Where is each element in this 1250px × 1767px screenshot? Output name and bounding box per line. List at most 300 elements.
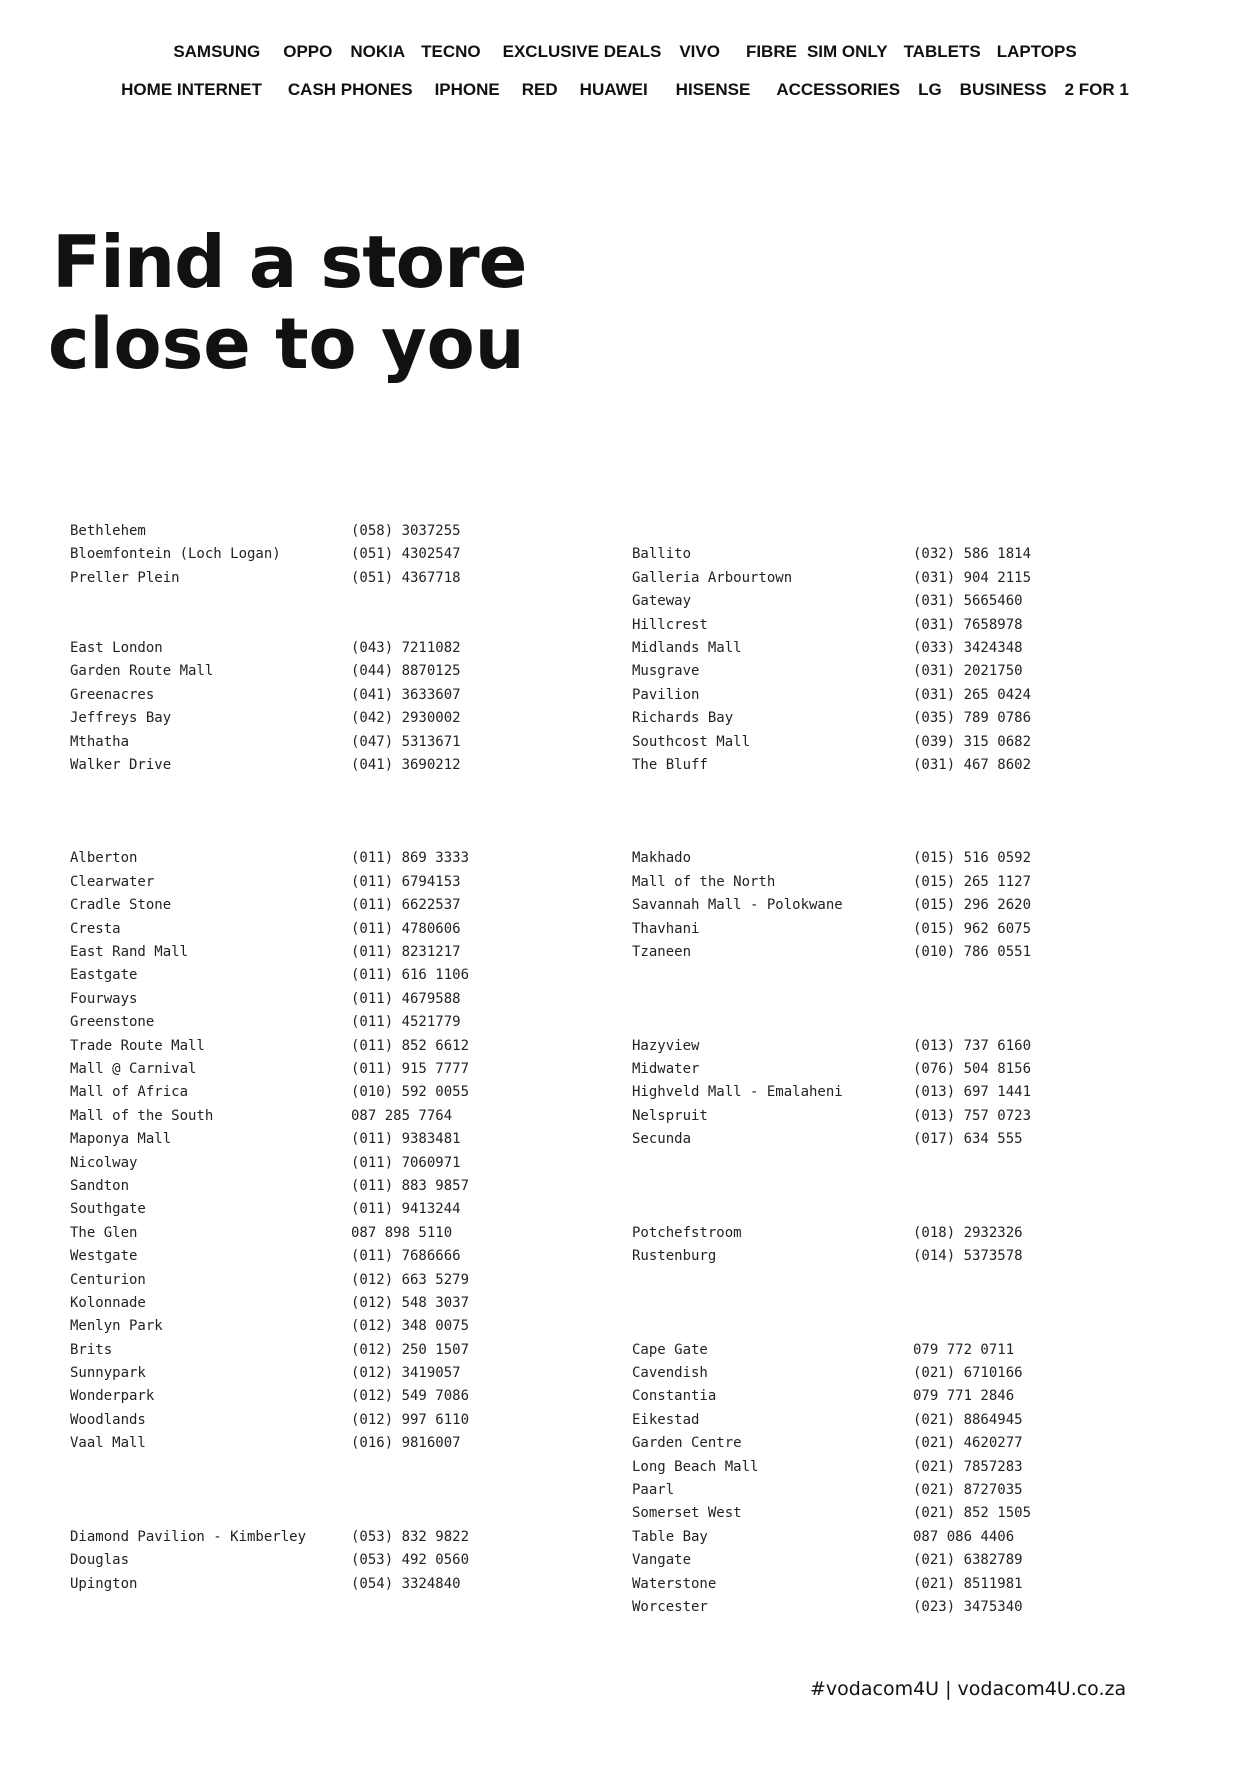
store-name bbox=[632, 1198, 913, 1221]
store-row bbox=[70, 1339, 571, 1362]
store-phone[interactable]: (031) 5665460 bbox=[913, 593, 1023, 610]
store-name: Mall of the South bbox=[70, 1107, 214, 1124]
store-row-spacer bbox=[632, 801, 1133, 824]
store-phone[interactable]: (053) 832 9822 bbox=[351, 1528, 470, 1545]
store-row bbox=[70, 1035, 571, 1058]
store-row bbox=[70, 567, 571, 590]
store-phone[interactable]: (011) 915 7777 bbox=[351, 1060, 470, 1077]
store-row-spacer bbox=[632, 1292, 1133, 1315]
store-phone[interactable]: (011) 4679588 bbox=[351, 990, 461, 1007]
store-phone[interactable]: (015) 516 0592 bbox=[913, 850, 1032, 867]
store-name: Fourways bbox=[70, 990, 138, 1007]
store-name: Waterstone bbox=[632, 1575, 717, 1592]
store-name: Brits bbox=[70, 1341, 113, 1358]
store-name: Mthatha bbox=[70, 733, 130, 750]
store-name bbox=[632, 824, 913, 847]
nav-link-tecno[interactable]: TECNO bbox=[421, 42, 481, 61]
nav-link-sim-only[interactable]: SIM ONLY bbox=[806, 42, 888, 61]
store-phone[interactable]: (011) 869 3333 bbox=[351, 850, 470, 867]
nav-link-tablets[interactable]: TABLETS bbox=[903, 42, 981, 61]
store-phone[interactable]: (011) 9383481 bbox=[351, 1131, 461, 1148]
store-row bbox=[70, 1222, 571, 1245]
store-phone[interactable] bbox=[913, 777, 1133, 800]
store-name bbox=[70, 824, 351, 847]
store-row bbox=[632, 1222, 1133, 1245]
store-name: Diamond Pavilion - Kimberley bbox=[70, 1528, 307, 1545]
store-phone[interactable]: (021) 852 1505 bbox=[913, 1505, 1032, 1522]
store-name: The Bluff bbox=[632, 756, 708, 773]
store-row bbox=[70, 1152, 571, 1175]
store-name: Walker Drive bbox=[70, 756, 172, 773]
store-phone[interactable]: (021) 4620277 bbox=[913, 1435, 1023, 1452]
store-phone[interactable] bbox=[351, 777, 571, 800]
store-name: Eikestad bbox=[632, 1411, 700, 1428]
store-name: Midlands Mall bbox=[632, 639, 742, 656]
store-name: Kolonnade bbox=[70, 1294, 146, 1311]
store-phone[interactable]: (044) 8870125 bbox=[351, 663, 461, 680]
store-row bbox=[632, 1385, 1133, 1408]
store-name: Somerset West bbox=[632, 1505, 742, 1522]
store-name: Cavendish bbox=[632, 1365, 708, 1382]
store-phone[interactable]: (011) 4780606 bbox=[351, 920, 461, 937]
store-name: Eastgate bbox=[70, 967, 138, 984]
nav-link-vivo[interactable]: VIVO bbox=[679, 42, 720, 61]
store-name: Hillcrest bbox=[632, 616, 708, 633]
store-name bbox=[632, 1315, 913, 1338]
store-name: Vangate bbox=[632, 1552, 692, 1569]
store-row bbox=[632, 543, 1133, 566]
store-row bbox=[70, 988, 571, 1011]
store-name bbox=[632, 1152, 913, 1175]
store-name: Nicolway bbox=[70, 1154, 138, 1171]
store-row bbox=[70, 871, 571, 894]
store-phone[interactable]: (012) 348 0075 bbox=[351, 1318, 470, 1335]
store-row bbox=[632, 1339, 1133, 1362]
store-phone[interactable] bbox=[913, 1269, 1133, 1292]
store-phone[interactable]: (021) 8727035 bbox=[913, 1482, 1023, 1499]
store-row bbox=[632, 1526, 1133, 1549]
store-name: Makhado bbox=[632, 850, 692, 867]
store-row bbox=[70, 1081, 571, 1104]
store-row-spacer bbox=[632, 1315, 1133, 1338]
store-name bbox=[70, 801, 351, 824]
store-row bbox=[70, 1292, 571, 1315]
store-phone[interactable]: (011) 883 9857 bbox=[351, 1177, 470, 1194]
store-phone[interactable]: (051) 4302547 bbox=[351, 546, 461, 563]
store-name: Pavilion bbox=[632, 686, 700, 703]
category-nav-row-1 bbox=[0, 42, 1250, 62]
store-row bbox=[70, 1526, 571, 1549]
store-row bbox=[70, 894, 571, 917]
store-name: Upington bbox=[70, 1575, 138, 1592]
page-subtitle: close to you bbox=[48, 303, 525, 385]
store-name: Menlyn Park bbox=[70, 1318, 163, 1335]
store-phone[interactable]: (041) 3690212 bbox=[351, 756, 461, 773]
store-row bbox=[632, 637, 1133, 660]
store-name bbox=[632, 801, 913, 824]
store-phone[interactable] bbox=[351, 1502, 571, 1525]
store-name: East London bbox=[70, 639, 163, 656]
store-row bbox=[70, 1549, 571, 1572]
nav-link-huawei[interactable]: HUAWEI bbox=[579, 80, 648, 99]
store-phone[interactable]: (035) 789 0786 bbox=[913, 710, 1032, 727]
store-row bbox=[70, 918, 571, 941]
store-row bbox=[632, 918, 1133, 941]
store-name: Mall of the North bbox=[632, 873, 776, 890]
store-row bbox=[70, 1432, 571, 1455]
store-row bbox=[632, 660, 1133, 683]
store-phone[interactable]: (015) 265 1127 bbox=[913, 873, 1032, 890]
store-name: Greenstone bbox=[70, 1014, 155, 1031]
store-row bbox=[632, 1479, 1133, 1502]
store-phone[interactable] bbox=[351, 590, 571, 613]
store-row bbox=[632, 1596, 1133, 1619]
store-row bbox=[70, 1198, 571, 1221]
store-row bbox=[632, 590, 1133, 613]
store-row bbox=[70, 731, 571, 754]
store-row-spacer bbox=[632, 1011, 1133, 1034]
store-phone[interactable]: 087 285 7764 bbox=[351, 1107, 453, 1124]
store-phone[interactable] bbox=[913, 964, 1133, 987]
store-phone[interactable]: (054) 3324840 bbox=[351, 1575, 461, 1592]
store-name: Mall of Africa bbox=[70, 1084, 189, 1101]
store-phone[interactable]: (011) 6622537 bbox=[351, 897, 461, 914]
store-row-spacer bbox=[632, 1152, 1133, 1175]
store-phone[interactable]: (010) 786 0551 bbox=[913, 944, 1032, 961]
store-phone[interactable]: (016) 9816007 bbox=[351, 1435, 461, 1452]
store-phone[interactable]: (014) 5373578 bbox=[913, 1248, 1023, 1265]
store-name: Musgrave bbox=[632, 663, 700, 680]
store-row bbox=[632, 731, 1133, 754]
store-phone[interactable]: (013) 757 0723 bbox=[913, 1107, 1032, 1124]
footer-hashtag-url: #vodacom4U | vodacom4U.co.za bbox=[810, 1678, 1127, 1700]
store-phone[interactable] bbox=[351, 801, 571, 824]
store-phone[interactable]: (021) 6710166 bbox=[913, 1365, 1023, 1382]
store-name: Bethlehem bbox=[70, 523, 146, 539]
nav-link-iphone[interactable]: IPHONE bbox=[434, 80, 500, 99]
store-row bbox=[632, 1456, 1133, 1479]
store-phone[interactable]: (011) 6794153 bbox=[351, 873, 461, 890]
store-name: Savannah Mall - Polokwane bbox=[632, 897, 843, 914]
nav-link-red[interactable]: RED bbox=[521, 80, 558, 99]
store-phone[interactable]: (021) 8864945 bbox=[913, 1411, 1023, 1428]
store-name bbox=[632, 777, 913, 800]
store-row bbox=[632, 707, 1133, 730]
store-row-spacer bbox=[70, 824, 571, 847]
store-name: Alberton bbox=[70, 850, 138, 867]
store-row-spacer bbox=[70, 1502, 571, 1525]
nav-link-cash-phones[interactable]: CASH PHONES bbox=[287, 80, 413, 99]
store-phone[interactable]: (047) 5313671 bbox=[351, 733, 461, 750]
store-name: Cresta bbox=[70, 920, 121, 937]
nav-link-oppo[interactable]: OPPO bbox=[283, 42, 333, 61]
store-name: Garden Centre bbox=[632, 1435, 742, 1452]
store-phone[interactable]: (033) 3424348 bbox=[913, 639, 1023, 656]
store-row bbox=[70, 964, 571, 987]
store-phone[interactable]: (013) 737 6160 bbox=[913, 1037, 1032, 1054]
store-phone[interactable] bbox=[913, 1198, 1133, 1221]
nav-link-laptops[interactable]: LAPTOPS bbox=[996, 42, 1077, 61]
store-row bbox=[70, 543, 571, 566]
store-row bbox=[70, 1362, 571, 1385]
store-phone[interactable]: (076) 504 8156 bbox=[913, 1060, 1032, 1077]
store-phone[interactable]: (013) 697 1441 bbox=[913, 1084, 1032, 1101]
store-row-spacer bbox=[632, 824, 1133, 847]
store-phone[interactable]: (011) 4521779 bbox=[351, 1014, 461, 1031]
store-name bbox=[70, 777, 351, 800]
store-name bbox=[632, 1292, 913, 1315]
nav-link-nokia[interactable]: NOKIA bbox=[350, 42, 406, 61]
store-phone[interactable]: (031) 467 8602 bbox=[913, 756, 1032, 773]
store-row bbox=[70, 754, 571, 777]
store-phone[interactable]: (021) 6382789 bbox=[913, 1552, 1023, 1569]
store-phone[interactable]: (043) 7211082 bbox=[351, 639, 461, 656]
store-row bbox=[632, 1409, 1133, 1432]
store-row bbox=[632, 871, 1133, 894]
store-name: Vaal Mall bbox=[70, 1435, 146, 1452]
store-phone[interactable]: (012) 548 3037 bbox=[351, 1294, 470, 1311]
nav-link-hisense[interactable]: HISENSE bbox=[675, 80, 751, 99]
store-phone[interactable]: 079 772 0711 bbox=[913, 1341, 1015, 1358]
store-phone[interactable]: (042) 2930002 bbox=[351, 710, 461, 727]
store-name: Table Bay bbox=[632, 1528, 708, 1545]
store-phone[interactable]: (012) 663 5279 bbox=[351, 1271, 470, 1288]
store-row-spacer bbox=[70, 777, 571, 800]
store-row bbox=[632, 1245, 1133, 1268]
store-row bbox=[70, 1573, 571, 1596]
store-name bbox=[632, 1011, 913, 1034]
store-name: Hazyview bbox=[632, 1037, 700, 1054]
store-row bbox=[632, 1058, 1133, 1081]
store-phone[interactable]: (031) 7658978 bbox=[913, 616, 1023, 633]
category-nav-row-2 bbox=[0, 80, 1250, 100]
store-phone[interactable] bbox=[913, 988, 1133, 1011]
store-row bbox=[632, 1573, 1133, 1596]
store-row bbox=[70, 637, 571, 660]
store-name: Worcester bbox=[632, 1598, 708, 1615]
nav-link-business[interactable]: BUSINESS bbox=[959, 80, 1047, 99]
store-name: Douglas bbox=[70, 1552, 130, 1569]
store-list-left-column bbox=[70, 520, 571, 1596]
store-phone[interactable]: (015) 962 6075 bbox=[913, 920, 1032, 937]
store-phone[interactable]: (011) 8231217 bbox=[351, 944, 461, 961]
store-row bbox=[70, 1385, 571, 1408]
store-row-spacer bbox=[632, 1175, 1133, 1198]
store-name: Cradle Stone bbox=[70, 897, 172, 914]
store-row bbox=[632, 1128, 1133, 1151]
store-row-spacer bbox=[632, 1269, 1133, 1292]
store-phone[interactable]: (011) 9413244 bbox=[351, 1201, 461, 1218]
store-name: Galleria Arbourtown bbox=[632, 569, 793, 586]
store-name: Trade Route Mall bbox=[70, 1037, 205, 1054]
store-phone[interactable]: (011) 7686666 bbox=[351, 1248, 461, 1265]
store-phone[interactable]: (012) 549 7086 bbox=[351, 1388, 470, 1405]
store-row-spacer bbox=[632, 1198, 1133, 1221]
store-phone[interactable] bbox=[351, 824, 571, 847]
nav-link-exclusive-deals[interactable]: EXCLUSIVE DEALS bbox=[502, 42, 662, 61]
store-row-spacer bbox=[70, 590, 571, 613]
store-name: Westgate bbox=[70, 1248, 138, 1265]
store-name bbox=[70, 1456, 351, 1479]
store-phone[interactable]: (021) 8511981 bbox=[913, 1575, 1023, 1592]
store-phone[interactable]: (015) 296 2620 bbox=[913, 897, 1032, 914]
store-name: Greenacres bbox=[70, 686, 155, 703]
store-name: Richards Bay bbox=[632, 710, 734, 727]
nav-link-fibre[interactable]: FIBRE bbox=[745, 42, 797, 61]
store-name: Maponya Mall bbox=[70, 1131, 172, 1148]
store-name bbox=[70, 614, 351, 637]
store-name: Mall @ Carnival bbox=[70, 1060, 197, 1077]
store-phone[interactable]: (018) 2932326 bbox=[913, 1224, 1023, 1241]
store-phone[interactable] bbox=[913, 824, 1133, 847]
store-name: Centurion bbox=[70, 1271, 146, 1288]
store-phone[interactable]: (031) 904 2115 bbox=[913, 569, 1032, 586]
store-name: Constantia bbox=[632, 1388, 717, 1405]
store-phone[interactable]: (031) 265 0424 bbox=[913, 686, 1032, 703]
store-row bbox=[70, 1011, 571, 1034]
store-name: Cape Gate bbox=[632, 1341, 708, 1358]
store-name: Ballito bbox=[632, 546, 692, 563]
store-name: Sandton bbox=[70, 1177, 130, 1194]
store-row bbox=[70, 1245, 571, 1268]
store-phone[interactable]: (012) 3419057 bbox=[351, 1365, 461, 1382]
store-row bbox=[70, 1315, 571, 1338]
store-phone[interactable] bbox=[351, 1479, 571, 1502]
page-title: Find a store bbox=[52, 220, 527, 304]
store-name: Garden Route Mall bbox=[70, 663, 214, 680]
store-name: Southgate bbox=[70, 1201, 146, 1218]
store-name: Potchefstroom bbox=[632, 1224, 742, 1241]
store-phone[interactable]: (058) 3037255 bbox=[351, 523, 461, 539]
store-phone[interactable]: (011) 852 6612 bbox=[351, 1037, 470, 1054]
store-row bbox=[632, 1549, 1133, 1572]
store-name: Jeffreys Bay bbox=[70, 710, 172, 727]
store-name: Highveld Mall - Emalaheni bbox=[632, 1084, 843, 1101]
store-row bbox=[70, 1269, 571, 1292]
store-phone[interactable]: (031) 2021750 bbox=[913, 663, 1023, 680]
store-phone[interactable]: (011) 7060971 bbox=[351, 1154, 461, 1171]
store-name bbox=[70, 1502, 351, 1525]
store-phone[interactable]: (011) 616 1106 bbox=[351, 967, 470, 984]
store-row bbox=[70, 707, 571, 730]
store-name: Sunnypark bbox=[70, 1365, 146, 1382]
store-row-spacer bbox=[632, 520, 1133, 543]
store-name: Nelspruit bbox=[632, 1107, 708, 1124]
store-phone[interactable] bbox=[351, 614, 571, 637]
store-row-spacer bbox=[632, 777, 1133, 800]
store-row bbox=[632, 1432, 1133, 1455]
store-phone[interactable]: 087 086 4406 bbox=[913, 1528, 1015, 1545]
store-phone[interactable] bbox=[913, 801, 1133, 824]
nav-link-lg[interactable]: LG bbox=[918, 80, 942, 99]
nav-link-accessories[interactable]: ACCESSORIES bbox=[776, 80, 901, 99]
store-row-spacer bbox=[632, 988, 1133, 1011]
store-name: Clearwater bbox=[70, 873, 155, 890]
store-phone[interactable] bbox=[913, 520, 1133, 543]
store-phone[interactable]: (053) 492 0560 bbox=[351, 1552, 470, 1569]
store-row-spacer bbox=[70, 614, 571, 637]
store-row bbox=[70, 684, 571, 707]
store-phone[interactable]: 079 771 2846 bbox=[913, 1388, 1015, 1405]
store-row bbox=[632, 941, 1133, 964]
store-name: Tzaneen bbox=[632, 944, 692, 961]
store-name: Midwater bbox=[632, 1060, 700, 1077]
store-phone[interactable] bbox=[913, 1315, 1133, 1338]
store-row bbox=[632, 1105, 1133, 1128]
store-row bbox=[70, 660, 571, 683]
store-name bbox=[632, 1269, 913, 1292]
store-row bbox=[632, 1502, 1133, 1525]
store-name bbox=[632, 988, 913, 1011]
store-phone[interactable]: (032) 586 1814 bbox=[913, 546, 1032, 563]
store-name bbox=[632, 1175, 913, 1198]
store-row bbox=[632, 1081, 1133, 1104]
store-phone[interactable]: (041) 3633607 bbox=[351, 686, 461, 703]
store-name: Preller Plein bbox=[70, 569, 180, 586]
store-row bbox=[632, 1035, 1133, 1058]
nav-link-samsung[interactable]: SAMSUNG bbox=[173, 42, 261, 61]
store-phone[interactable]: 087 898 5110 bbox=[351, 1224, 453, 1241]
store-name: The Glen bbox=[70, 1224, 138, 1241]
store-row-spacer bbox=[70, 1479, 571, 1502]
store-name bbox=[632, 964, 913, 987]
store-row bbox=[632, 567, 1133, 590]
store-row bbox=[632, 754, 1133, 777]
store-row bbox=[632, 1362, 1133, 1385]
store-name: Rustenburg bbox=[632, 1248, 717, 1265]
store-row-spacer bbox=[70, 1456, 571, 1479]
store-name: Gateway bbox=[632, 593, 692, 610]
store-phone[interactable]: (017) 634 555 bbox=[913, 1131, 1023, 1148]
store-name: Paarl bbox=[632, 1482, 675, 1499]
store-list-right-column bbox=[632, 520, 1133, 1619]
store-phone[interactable]: (021) 7857283 bbox=[913, 1458, 1023, 1475]
store-name: Southcost Mall bbox=[632, 733, 751, 750]
store-phone[interactable] bbox=[351, 1456, 571, 1479]
store-phone[interactable] bbox=[913, 1175, 1133, 1198]
nav-link-2-for-1[interactable]: 2 FOR 1 bbox=[1064, 80, 1129, 99]
store-name: Bloemfontein (Loch Logan) bbox=[70, 546, 281, 563]
store-phone[interactable] bbox=[913, 1292, 1133, 1315]
store-name: Long Beach Mall bbox=[632, 1458, 759, 1475]
store-phone[interactable] bbox=[913, 1011, 1133, 1034]
store-phone[interactable]: (012) 997 6110 bbox=[351, 1411, 470, 1428]
store-phone[interactable]: (023) 3475340 bbox=[913, 1598, 1023, 1615]
store-name: East Rand Mall bbox=[70, 944, 189, 961]
store-row bbox=[70, 941, 571, 964]
store-phone[interactable]: (051) 4367718 bbox=[351, 569, 461, 586]
store-row bbox=[632, 894, 1133, 917]
store-name: Secunda bbox=[632, 1131, 692, 1148]
store-row bbox=[70, 1128, 571, 1151]
store-row bbox=[632, 684, 1133, 707]
store-name: Woodlands bbox=[70, 1411, 146, 1428]
store-phone[interactable]: (039) 315 0682 bbox=[913, 733, 1032, 750]
store-row bbox=[632, 614, 1133, 637]
store-row bbox=[70, 1058, 571, 1081]
store-name: Wonderpark bbox=[70, 1388, 155, 1405]
store-name: Thavhani bbox=[632, 920, 700, 937]
store-row bbox=[70, 847, 571, 870]
nav-link-home-internet[interactable]: HOME INTERNET bbox=[121, 80, 262, 99]
store-name bbox=[70, 1479, 351, 1502]
store-phone[interactable]: (010) 592 0055 bbox=[351, 1084, 470, 1101]
store-name bbox=[632, 520, 913, 543]
store-row-spacer bbox=[70, 801, 571, 824]
store-phone[interactable] bbox=[913, 1152, 1133, 1175]
store-phone[interactable]: (012) 250 1507 bbox=[351, 1341, 470, 1358]
store-row bbox=[70, 1175, 571, 1198]
